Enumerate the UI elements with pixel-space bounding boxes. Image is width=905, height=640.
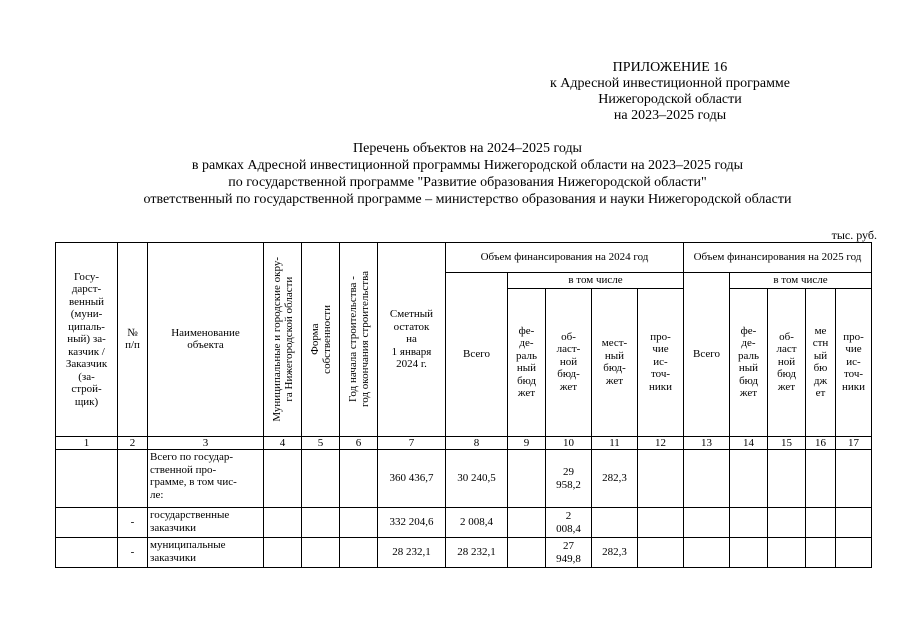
title-line3: по государственной программе "Развитие образования Нижегородской области" xyxy=(228,175,707,190)
header-local-2025: ме стн ый бю дж ет xyxy=(806,288,836,436)
cell-empty xyxy=(340,450,378,508)
appendix-line1: ПРИЛОЖЕНИЕ 16 xyxy=(612,60,728,75)
header-fin2024: Объем финансирования на 2024 год xyxy=(446,243,684,273)
cell-empty xyxy=(836,450,872,508)
cell-total-2024: 30 240,5 xyxy=(446,450,508,508)
cell-empty xyxy=(264,538,302,568)
column-number: 5 xyxy=(302,436,340,450)
title-line1: Перечень объектов на 2024–2025 годы xyxy=(353,141,582,156)
cell-empty xyxy=(264,508,302,538)
header-total-2024: Всего xyxy=(446,273,508,437)
appendix-line4: на 2023–2025 годы xyxy=(613,108,727,123)
cell-empty xyxy=(768,538,806,568)
header-num: № п/п xyxy=(118,243,148,437)
header-district-text: Муниципальные и городские окру- га Нижегородской области xyxy=(270,256,295,422)
header-estimate: Сметный остаток на 1 января 2024 г. xyxy=(378,243,446,437)
header-district xyxy=(264,243,302,437)
header-name: Наименование объекта xyxy=(148,243,264,437)
cell-empty xyxy=(806,450,836,508)
header-federal-2024: фе- де- раль ный бюд жет xyxy=(508,288,546,436)
table-row xyxy=(56,538,872,568)
header-other-2025: про- чие ис- точ- ники xyxy=(836,288,872,436)
cell-empty xyxy=(730,508,768,538)
cell-empty xyxy=(806,538,836,568)
cell-name: Всего по государ- ственной про- грамме, в том чис- ле: xyxy=(148,450,264,508)
unit-label: тыс. руб. xyxy=(831,228,877,242)
cell-num xyxy=(118,450,148,508)
column-number: 3 xyxy=(148,436,264,450)
column-number: 8 xyxy=(446,436,508,450)
column-number: 11 xyxy=(592,436,638,450)
column-number: 2 xyxy=(118,436,148,450)
appendix-header xyxy=(520,60,820,124)
cell-empty xyxy=(684,538,730,568)
cell-empty xyxy=(340,538,378,568)
cell-customer xyxy=(56,450,118,508)
column-number: 9 xyxy=(508,436,546,450)
cell-empty xyxy=(768,450,806,508)
header-ownership-text: Форма собственности xyxy=(308,304,333,374)
cell-num: - xyxy=(118,508,148,538)
header-other-2024: про- чие ис- точ- ники xyxy=(638,288,684,436)
column-number: 7 xyxy=(378,436,446,450)
cell-total-2024: 28 232,1 xyxy=(446,538,508,568)
header-customer: Госу- дарст- венный (муни- ципаль- ный) за- казчик / Заказчик (за- строй- щик) xyxy=(56,243,118,437)
column-numbers-row xyxy=(56,436,872,450)
header-federal-2025: фе- де- раль ный бюд жет xyxy=(730,288,768,436)
column-number: 15 xyxy=(768,436,806,450)
header-regional-2024: об- ласт- ной бюд- жет xyxy=(546,288,592,436)
cell-estimate: 360 436,7 xyxy=(378,450,446,508)
cell-empty xyxy=(730,450,768,508)
cell-local-2024: 282,3 xyxy=(592,538,638,568)
header-years-text: Год начала строительства - год окончания строительства xyxy=(346,271,371,408)
cell-empty xyxy=(508,450,546,508)
table-row xyxy=(56,508,872,538)
header-years xyxy=(340,243,378,437)
cell-customer xyxy=(56,508,118,538)
cell-estimate: 332 204,6 xyxy=(378,508,446,538)
column-number: 14 xyxy=(730,436,768,450)
cell-regional-2024: 2 008,4 xyxy=(546,508,592,538)
cell-empty xyxy=(684,450,730,508)
cell-local-2024 xyxy=(592,508,638,538)
column-number: 1 xyxy=(56,436,118,450)
cell-name: государственные заказчики xyxy=(148,508,264,538)
header-regional-2025: об- ласт ной бюд жет xyxy=(768,288,806,436)
cell-empty xyxy=(302,450,340,508)
column-number: 17 xyxy=(836,436,872,450)
column-number: 12 xyxy=(638,436,684,450)
cell-empty xyxy=(768,508,806,538)
document-title xyxy=(0,140,905,208)
cell-empty xyxy=(302,538,340,568)
cell-local-2024: 282,3 xyxy=(592,450,638,508)
cell-empty xyxy=(508,508,546,538)
cell-num: - xyxy=(118,538,148,568)
cell-empty xyxy=(340,508,378,538)
cell-empty xyxy=(836,508,872,538)
cell-regional-2024: 29 958,2 xyxy=(546,450,592,508)
appendix-line3: Нижегородской области xyxy=(598,92,742,107)
cell-empty xyxy=(638,450,684,508)
header-local-2024: мест- ный бюд- жет xyxy=(592,288,638,436)
title-line2: в рамках Адресной инвестиционной программы Нижегородской области на 2023–2025 годы xyxy=(191,158,744,173)
cell-customer xyxy=(56,538,118,568)
column-number: 4 xyxy=(264,436,302,450)
column-number: 6 xyxy=(340,436,378,450)
column-number: 16 xyxy=(806,436,836,450)
cell-empty xyxy=(638,508,684,538)
cell-empty xyxy=(264,450,302,508)
title-line4: ответственный по государственной программе – министерство образования и науки Нижегородской области xyxy=(143,192,792,207)
cell-regional-2024: 27 949,8 xyxy=(546,538,592,568)
header-fin2025: Объем финансирования на 2025 год xyxy=(684,243,872,273)
cell-empty xyxy=(730,538,768,568)
column-number: 10 xyxy=(546,436,592,450)
cell-empty xyxy=(806,508,836,538)
cell-empty xyxy=(302,508,340,538)
cell-total-2024: 2 008,4 xyxy=(446,508,508,538)
cell-empty xyxy=(638,538,684,568)
cell-name: муниципальные заказчики xyxy=(148,538,264,568)
cell-empty xyxy=(684,508,730,538)
cell-empty xyxy=(508,538,546,568)
table-row xyxy=(56,450,872,508)
objects-table xyxy=(55,242,872,568)
header-including-2024: в том числе xyxy=(508,273,684,289)
header-total-2025: Всего xyxy=(684,273,730,437)
appendix-line2: к Адресной инвестиционной программе xyxy=(549,76,791,91)
header-including-2025: в том числе xyxy=(730,273,872,289)
cell-estimate: 28 232,1 xyxy=(378,538,446,568)
header-ownership xyxy=(302,243,340,437)
column-number: 13 xyxy=(684,436,730,450)
cell-empty xyxy=(836,538,872,568)
